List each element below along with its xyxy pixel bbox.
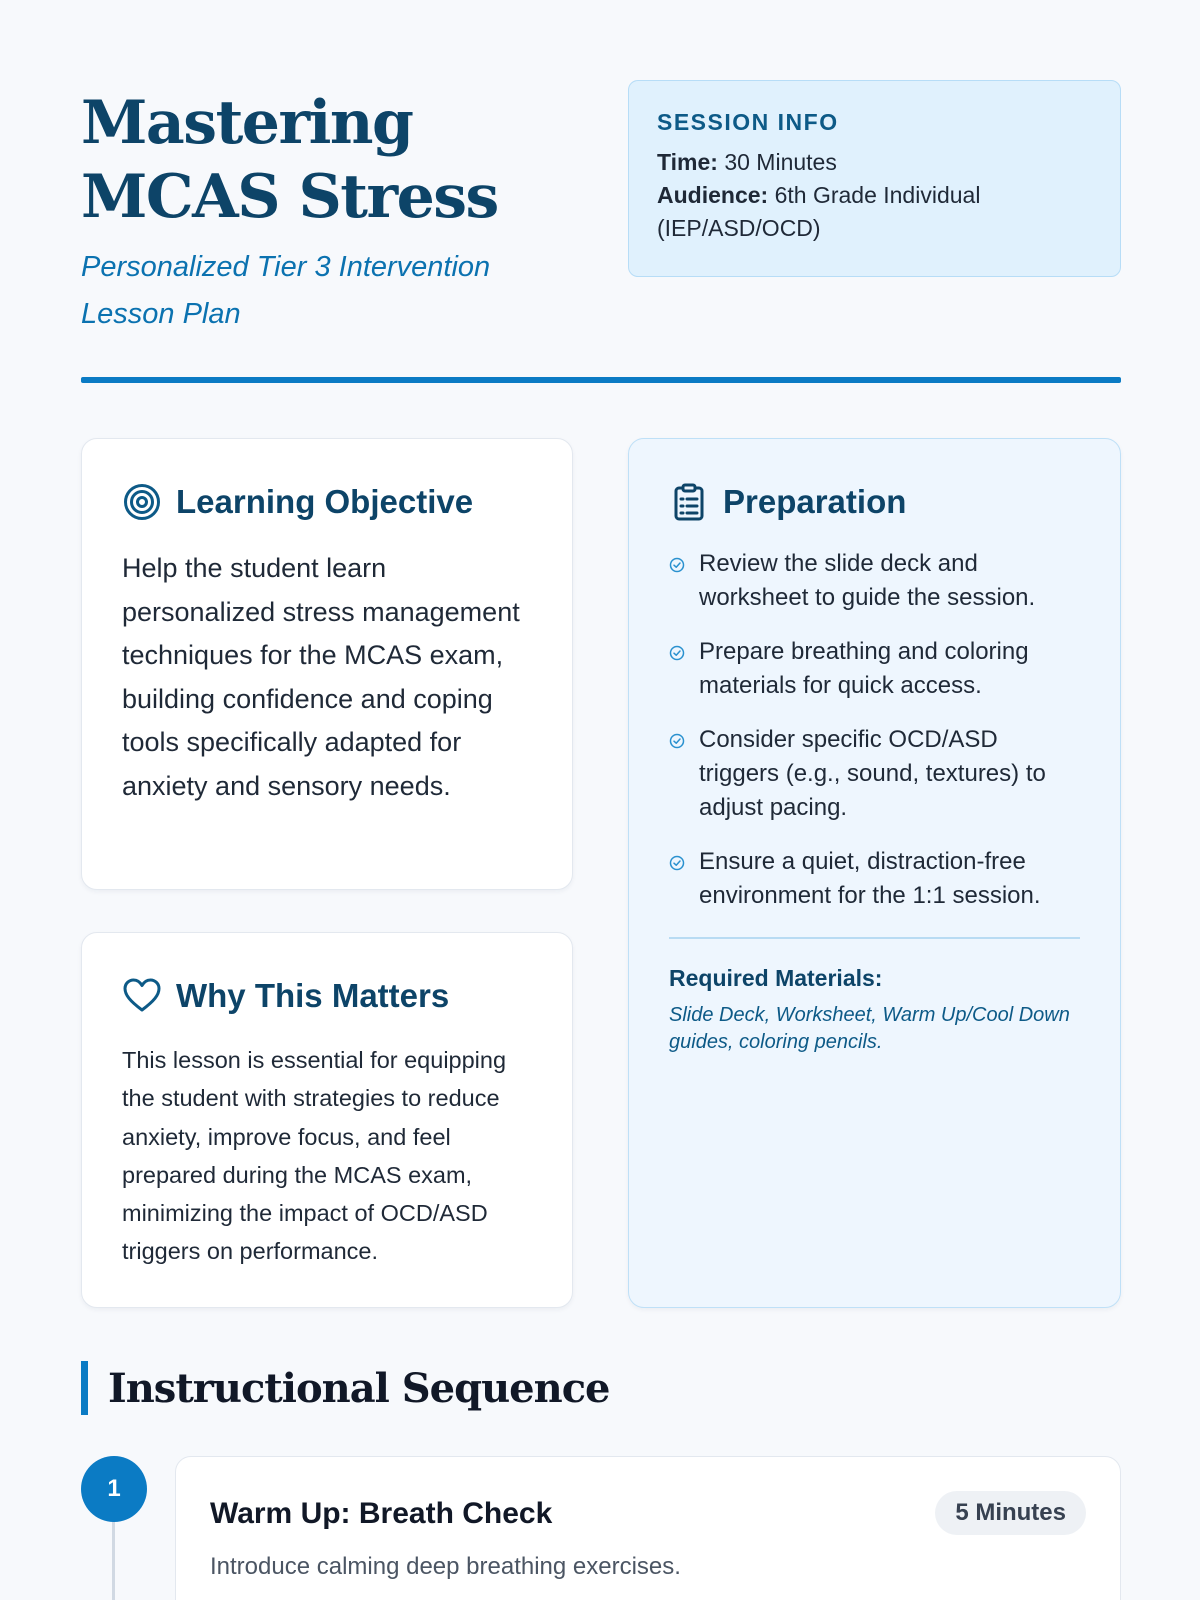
preparation-divider	[669, 937, 1080, 939]
required-materials-label: Required Materials:	[669, 964, 883, 991]
session-audience-value: 6th Grade Individual (IEP/ASD/OCD)	[657, 182, 981, 241]
session-audience-label: Audience:	[657, 182, 769, 208]
why-this-matters-header	[122, 971, 532, 1021]
step-duration-badge: 5 Minutes	[935, 1491, 1086, 1535]
page-header	[81, 0, 1121, 390]
learning-objective-header	[122, 477, 532, 527]
why-this-matters-card	[81, 932, 573, 1308]
step-number-badge: 1	[81, 1456, 147, 1522]
learning-objective-text: Help the student learn personalized stress management techniques for the MCAS exam, building confidence and coping tools specifically adapted for anxiety and sensory needs.	[122, 553, 520, 801]
target-icon	[122, 482, 162, 522]
check-circle-icon	[669, 557, 685, 573]
preparation-header	[669, 477, 1080, 527]
clipboard-icon	[669, 482, 709, 522]
preparation-list	[669, 547, 1080, 913]
step-description: Introduce calming deep breathing exercises.	[210, 1553, 681, 1580]
page-subtitle: Personalized Tier 3 Intervention Lesson Plan	[81, 251, 491, 330]
header-divider	[81, 377, 1121, 383]
preparation-item-text: Consider specific OCD/ASD triggers (e.g., sound, textures) to adjust pacing.	[699, 726, 1046, 821]
preparation-item-text: Review the slide deck and worksheet to guide the session.	[699, 550, 1036, 611]
page-title: Mastering MCAS Stress	[81, 88, 498, 232]
step-title: Warm Up: Breath Check	[210, 1497, 553, 1530]
learning-objective-title: Learning Objective	[176, 483, 474, 520]
session-time-label: Time:	[657, 149, 718, 175]
required-materials-text: Slide Deck, Worksheet, Warm Up/Cool Down guides, coloring pencils.	[669, 1003, 1070, 1053]
heart-icon	[122, 976, 162, 1016]
session-time-value: 30 Minutes	[724, 149, 837, 175]
why-this-matters-text: This lesson is essential for equipping the student with strategies to reduce anxiety, improve focus, and feel prepared during the MCAS exam, minimizing the impact of OCD/ASD triggers on performance.	[122, 1047, 507, 1265]
section-accent-bar	[81, 1361, 88, 1415]
instructional-sequence-heading: Instructional Sequence	[108, 1365, 610, 1412]
preparation-title: Preparation	[723, 483, 907, 520]
learning-objective-card	[81, 438, 573, 890]
preparation-item-text: Prepare breathing and coloring materials for quick access.	[699, 638, 1029, 699]
session-audience	[657, 179, 1092, 245]
session-info-box	[628, 80, 1121, 277]
session-time	[657, 146, 1092, 179]
preparation-item	[669, 845, 1080, 913]
preparation-item	[669, 635, 1080, 703]
preparation-card	[628, 438, 1121, 1308]
check-circle-icon	[669, 855, 685, 871]
timeline-line	[112, 1520, 115, 1600]
preparation-item-text: Ensure a quiet, distraction-free environment for the 1:1 session.	[699, 848, 1041, 909]
preparation-item	[669, 547, 1080, 615]
why-this-matters-title: Why This Matters	[176, 977, 450, 1014]
session-info-label: SESSION INFO	[657, 109, 839, 135]
step-card	[175, 1456, 1121, 1600]
check-circle-icon	[669, 645, 685, 661]
preparation-item	[669, 723, 1080, 825]
check-circle-icon	[669, 733, 685, 749]
